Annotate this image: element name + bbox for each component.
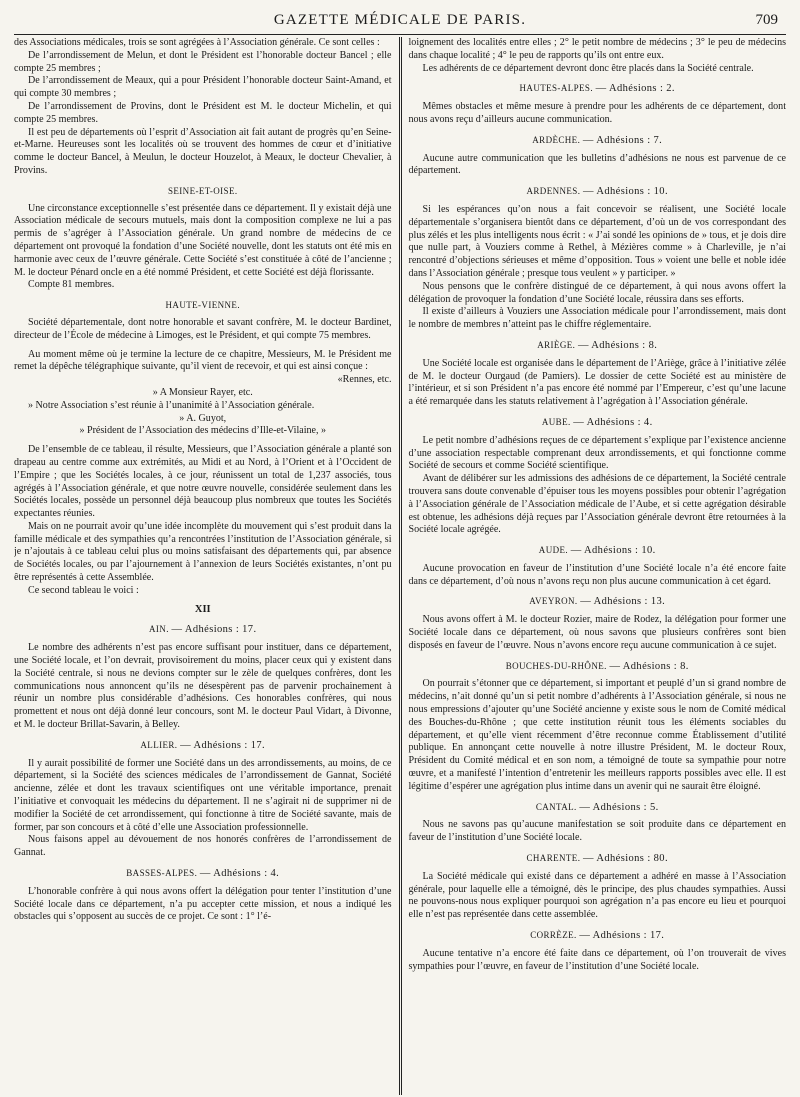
department-name: ALLIER. bbox=[140, 739, 178, 750]
journal-title: GAZETTE MÉDICALE DE PARIS. bbox=[273, 12, 527, 28]
telegram-signature-title: » Président de l’Association des médecins d’Ille-et-Vilaine, » bbox=[79, 425, 327, 437]
section-heading bbox=[409, 185, 787, 199]
paragraph: Société départementale, dont notre honorable et savant confrère, M. le docteur Bardinet, directeur de l’École de médecine à Limoges, est le Président, et qui compte 75 membres. bbox=[14, 316, 392, 341]
section-heading bbox=[409, 852, 787, 866]
paragraph: Les adhérents de ce département devront donc être placés dans la Société centrale. bbox=[422, 62, 754, 74]
adhesions-count: — Adhésions : 5. bbox=[579, 801, 659, 813]
department-name: CANTAL. bbox=[535, 801, 577, 812]
section-heading bbox=[14, 623, 392, 637]
department-name: BASSES-ALPES. bbox=[126, 868, 198, 879]
chapter-number: XII bbox=[194, 603, 211, 615]
paragraph: Au moment même où je termine la lecture de ce chapitre, Messieurs, M. le Président me remet la dépêche télégraphique suivante, qu’il vient de recevoir, et qui est ainsi conçue : bbox=[14, 348, 392, 373]
adhesions-count: — Adhésions : 8. bbox=[577, 339, 658, 351]
section-heading bbox=[14, 739, 392, 753]
paragraph: des Associations médicales, trois se sont agrégées à l’Association générale. Ce sont celles : bbox=[14, 37, 380, 48]
telegram-addressee: » A Monsieur Rayer, etc. bbox=[152, 386, 253, 398]
page-number: 709 bbox=[755, 12, 778, 28]
adhesions-count: — Adhésions : 17. bbox=[579, 930, 665, 942]
section-heading: HAUTE-VIENNE. bbox=[165, 300, 240, 311]
paragraph: Il existe d’ailleurs à Vouziers une Association médicale pour l’arrondissement, mais dont le nombre de membres n’atteint pas le chiffre réglementaire. bbox=[408, 306, 786, 331]
paragraph: Mais on ne pourrait avoir qu’une idée incomplète du mouvement qui s’est produit dans la famille médicale et des sympathies qu’a rencontrées l’institution de l’Association générale, si je n’ajoutais à ce tableau celui plus ou moins satisfaisant des départements qui, par absence de Sociétés locales, ou par l’ajournement à l’annexion de leurs Sociétés existantes, n’ont pu être représentés à cette Assemblée. bbox=[14, 520, 392, 584]
paragraph: Compte 81 membres. bbox=[28, 279, 115, 291]
left-column bbox=[14, 37, 399, 1095]
adhesions-count: — Adhésions : 8. bbox=[609, 660, 689, 672]
paragraph: Il y aurait possibilité de former une Société dans un des arrondissements, au moins, de ce département, si la Société des sciences médicales de l’arrondissement de Gannat, Société ancienne, zélée et dont les travaux scientifiques ont une véritable importance, prenait l’initiative et convoquait les médecins du département. Il ne s’agirait ni de supprimer ni de modifier la Société de cet arrondissement, qui fonctionne à titre de Société savante, mais de former, par son concours et à côté d’elle une Association professionnelle. bbox=[14, 757, 392, 833]
department-name: AUDE. bbox=[538, 545, 569, 556]
paragraph: Il est peu de départements où l’esprit d’Association ait fait autant de progrès qu’en Seine-et-Marne. Heureuses sont les localités où se trouvent des hommes de cœur et d’initiative comme le docteur Bancel, à Meulun, le docteur Houzelot, à Meaux, le docteur Chevalier, à Provins. bbox=[14, 126, 392, 176]
paragraph: De l’arrondissement de Meaux, qui a pour Président l’honorable docteur Saint-Amand, et qui compte 30 membres ; bbox=[14, 75, 392, 100]
paragraph: Ce second tableau le voici : bbox=[28, 584, 139, 596]
section-heading bbox=[409, 544, 787, 558]
paragraph: Nous faisons appel au dévouement de nos honorés confrères de l’arrondissement de Gannat. bbox=[14, 834, 392, 859]
section-heading bbox=[409, 595, 787, 609]
adhesions-count: — Adhésions : 7. bbox=[582, 134, 663, 146]
department-name: HAUTES-ALPES. bbox=[519, 83, 593, 94]
paragraph: Aucune tentative n’a encore été faite dans ce département, où l’on trouverait de vives sympathies pour l’œuvre, en faveur de l’institution d’une Société locale. bbox=[408, 947, 786, 972]
department-name: CORRÈZE. bbox=[530, 930, 577, 941]
adhesions-count: — Adhésions : 4. bbox=[573, 416, 653, 428]
paragraph: On pourrait s’étonner que ce département, si important et peuplé d’un si grand nombre de médecins, n’ait donné qu’un si petit nombre d’adhérents à l’Association générale, si nous ne nous empressions d’ajouter qu’une Société ancienne y existe sous le nom de Comité médical des Bouches-du-Rhône ; que cette institution réunit tous les éléments sociables du département, et qu’elle vient récemment d’être reconnue comme Établissement d’utilité publique. En annonçant cette nouvelle à notre illustre Président, M. le docteur Roux, Président du Comité médical et en son nom, a témoigné de toute sa sympathie pour notre œuvre, et a manifesté l’intention d’entretenir les meilleurs rapports possibles avec elle. Il est légitime d’espérer une agrégation plus intime dans un avenir qui ne saurait être éloigné. bbox=[408, 678, 786, 792]
adhesions-count: — Adhésions : 10. bbox=[570, 545, 656, 557]
paragraph: De l’arrondissement de Provins, dont le Président est M. le docteur Michelin, et qui compte 25 membres. bbox=[14, 100, 392, 125]
paragraph: Mêmes obstacles et même mesure à prendre pour les adhérents de ce département, dont nous avons reçu d’ailleurs aucune communication. bbox=[408, 101, 786, 125]
paragraph: De l’arrondissement de Melun, et dont le Président est l’honorable docteur Bancel ; elle compte 25 membres ; bbox=[14, 49, 392, 74]
adhesions-count: — Adhésions : 10. bbox=[583, 186, 668, 198]
department-name: ARIÈGE. bbox=[537, 339, 576, 350]
section-heading bbox=[409, 416, 787, 430]
department-name: AVEYRON. bbox=[529, 596, 578, 607]
paragraph: Si les espérances qu’on nous a fait concevoir se réalisent, une Société locale départementale s’organisera bientôt dans ce département, d’où un de vos correspondant des plus zélés et les plus intelligents nous écrit : « J’ai sondé les opinions de » tous, et je dois dire que nulle part, à Vouziers comme à Rethel, à Mézières comme » à Charleville, je n’ai rencontré d’objections sérieuses et même d’opposition. Tous » voient une belle et noble idée dans l’Association générale ; presque tous veulent » y participer. » bbox=[408, 203, 786, 279]
paragraph: Nous avons offert à M. le docteur Rozier, maire de Rodez, la délégation pour former une Société locale dans ce département, où nous savons que plusieurs confrères sont bien disposés en faveur de l’œuvre. Nous n’avons encore reçu aucune communication à ce sujet. bbox=[408, 614, 786, 651]
department-name: AUBE. bbox=[541, 416, 571, 427]
section-heading bbox=[409, 660, 787, 674]
paragraph: Avant de délibérer sur les admissions des adhésions de ce département, la Société centrale trouvera sans doute convenable d’épuiser tous les moyens possibles pour obtenir l’agrégation à l’Association générale de l’Association médicale de l’Aube, et si cette agrégation désirable est obtenue, les adhésions déjà reçues par l’Association générale devront être retournées à la Société locale agrégée. bbox=[408, 473, 786, 536]
adhesions-count: — Adhésions : 13. bbox=[580, 596, 666, 608]
section-heading bbox=[409, 339, 787, 353]
department-name: BOUCHES-DU-RHÔNE. bbox=[505, 660, 607, 671]
adhesions-count: — Adhésions : 80. bbox=[583, 853, 668, 865]
department-name: AIN. bbox=[149, 624, 169, 635]
telegram-place: «Rennes, etc. bbox=[337, 374, 392, 386]
page-header bbox=[14, 0, 786, 35]
department-name: ARDENNES. bbox=[526, 186, 581, 197]
adhesions-count: — Adhésions : 17. bbox=[171, 624, 257, 636]
department-name: ARDÈCHE. bbox=[532, 134, 581, 145]
adhesions-count: — Adhésions : 4. bbox=[199, 868, 280, 880]
adhesions-count: — Adhésions : 2. bbox=[595, 83, 675, 95]
paragraph: L’honorable confrère à qui nous avons offert la délégation pour tenter l’institution d’une Société locale dans ce département, n’a pu accepter cette mission, et nous a indiqué les obstacles qui s’opposent au succès de ce projet. Ce sont : 1° l’é- bbox=[14, 885, 392, 923]
section-heading bbox=[409, 82, 787, 96]
paragraph: Une circonstance exceptionnelle s’est présentée dans ce département. Il y existait déjà une Association médicale de secours mutuels, mais dont la composition complexe ne lui a pas permis de s’agréger à l’Association générale. Un grand nombre de médecins de ce département ont provoqué la fondation d’une Société nouvelle, dont les statuts ont été mis en harmonie avec ceux de l’œuvre générale. Cette Société s’est constituée à côté de l’ancienne ; M. le docteur Pénard oncle en a été nommé Président, et cette Société est déjà florissante. bbox=[14, 202, 392, 278]
adhesions-count: — Adhésions : 17. bbox=[180, 739, 266, 751]
paragraph: Nous ne savons pas qu’aucune manifestation se soit produite dans ce département en faveur de l’institution d’une Société locale. bbox=[408, 819, 786, 844]
section-heading bbox=[409, 134, 787, 148]
paragraph: Nous pensons que le confrère distingué de ce département, à qui nous avons offert la délégation de provoquer la fondation d’une Société locale, réussira dans ses efforts. bbox=[408, 280, 786, 305]
paragraph: Le petit nombre d’adhésions reçues de ce département s’explique par l’existence ancienne d’une association respectable comprenant deux arrondissements, et qui fonctionne comme Société de secours et comme Société scientifique. bbox=[408, 434, 786, 472]
paragraph: Aucune provocation en faveur de l’institution d’une Société locale n’a été encore faite dans ce département, d’où nous n’avons reçu non plus aucune communication à cet égard. bbox=[408, 562, 786, 587]
right-column bbox=[402, 37, 787, 1095]
section-heading: SEINE-ET-OISE. bbox=[167, 185, 238, 196]
paragraph: Une Société locale est organisée dans le département de l’Ariège, grâce à l’initiative zélée de M. le docteur Ourgaud (de Pamiers). Le dossier de cette Société est au ministère de l’intérieur, et si son Président n’a pas encore été nommé par l’Empereur, c’est qu’une lacune a été remarquée dans les statuts relativement à l’agrégation à l’Association générale. bbox=[408, 357, 786, 408]
section-heading bbox=[14, 867, 392, 881]
paragraph: De l’ensemble de ce tableau, il résulte, Messieurs, que l’Association générale a planté son drapeau au centre comme aux extrémités, au Midi et au Nord, à l’Orient et à l’Occident de l’Empire ; que les Sociétés locales, à ce jour, réunissent un total de 1,237 associés, tous agrégés à l’Association générale, et que notre œuvre nouvelle, considérée seulement dans les Sociétés locales, possède un personnel déjà beaucoup plus nombreux que toutes les Sociétés expectantes réunies. bbox=[14, 444, 392, 520]
telegram-body: » Notre Association s’est réunie à l’unanimité à l’Association générale. bbox=[28, 399, 315, 411]
section-heading bbox=[409, 801, 787, 815]
paragraph: Le nombre des adhérents n’est pas encore suffisant pour instituer, dans ce département, une Société locale, et l’on devrait, provisoirement du moins, placer ceux qui y existent dans la Société centrale, si nous ne devions compter sur le zèle de quelques confrères, dont les communications nous annoncent qu’ils ne désespèrent pas de parvenir prochainement à réunir un nombre plus considérable d’adhésions. Ces honorables confrères, qui nous promettent et nous ont déjà donné leur concours, sont M. le docteur Paul Vidart, à Divonne, et M. le docteur Brillat-Savarin, à Belley. bbox=[14, 642, 392, 731]
paragraph: loignement des localités entre elles ; 2° le petit nombre de médecins ; 3° le peu de médecins dans chaque localité ; 4° le peu de rapports qu’ils ont entre eux. bbox=[408, 37, 786, 61]
paragraph: Aucune autre communication que les bulletins d’adhésions ne nous est parvenue de ce département. bbox=[408, 152, 786, 177]
paragraph: La Société médicale qui existé dans ce département a adhéré en masse à l’Association générale, pour laquelle elle a témoigné, dès le principe, des plus chaudes sympathies. Aussi ne pouvons-nous nous expliquer pourquoi son agrégation n’a pas encore eu lieu et pourquoi elle n’est pas représentée dans cette assemblée. bbox=[408, 870, 786, 921]
section-heading bbox=[409, 929, 787, 943]
department-name: CHARENTE. bbox=[526, 853, 581, 864]
text-columns bbox=[14, 37, 786, 1095]
telegram-signature: » A. Guyot, bbox=[179, 412, 227, 424]
